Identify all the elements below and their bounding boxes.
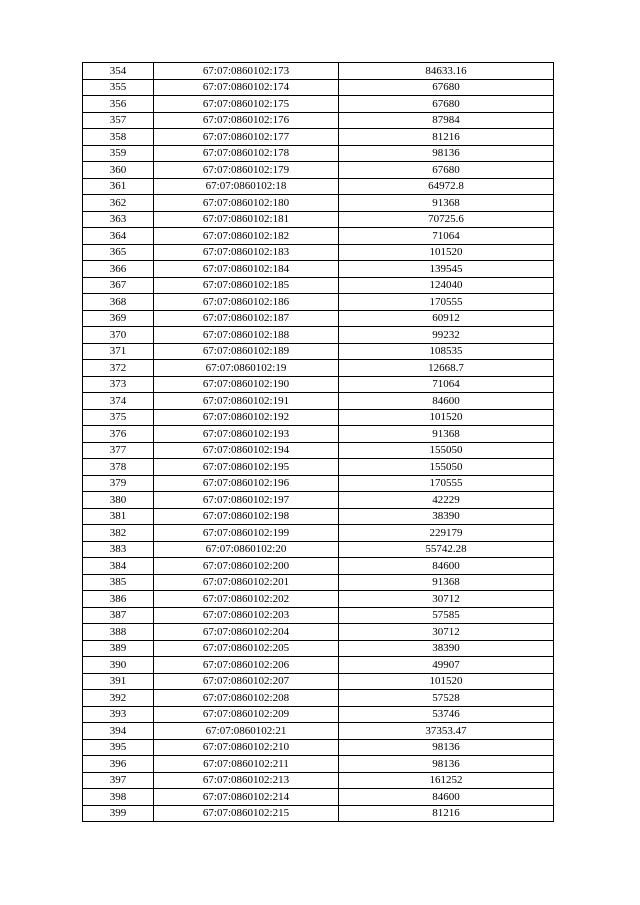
row-number-cell: 376 bbox=[83, 426, 154, 443]
table-row bbox=[83, 673, 554, 690]
row-number-cell: 370 bbox=[83, 327, 154, 344]
value-cell: 67680 bbox=[339, 162, 554, 179]
row-number-cell: 387 bbox=[83, 607, 154, 624]
table-row bbox=[83, 574, 554, 591]
value-cell: 71064 bbox=[339, 376, 554, 393]
value-cell: 81216 bbox=[339, 805, 554, 822]
table-row bbox=[83, 129, 554, 146]
value-cell: 87984 bbox=[339, 112, 554, 129]
row-number-cell: 384 bbox=[83, 558, 154, 575]
value-cell: 64972.8 bbox=[339, 178, 554, 195]
cadastral-number-cell: 67:07:0860102:192 bbox=[154, 409, 339, 426]
row-number-cell: 381 bbox=[83, 508, 154, 525]
cadastral-number-cell: 67:07:0860102:19 bbox=[154, 360, 339, 377]
value-cell: 91368 bbox=[339, 195, 554, 212]
table-row bbox=[83, 756, 554, 773]
table-row bbox=[83, 261, 554, 278]
table-row bbox=[83, 145, 554, 162]
cadastral-number-cell: 67:07:0860102:204 bbox=[154, 624, 339, 641]
value-cell: 84600 bbox=[339, 393, 554, 410]
value-cell: 98136 bbox=[339, 739, 554, 756]
value-cell: 84600 bbox=[339, 789, 554, 806]
row-number-cell: 365 bbox=[83, 244, 154, 261]
table-row bbox=[83, 640, 554, 657]
row-number-cell: 355 bbox=[83, 79, 154, 96]
row-number-cell: 371 bbox=[83, 343, 154, 360]
cadastral-number-cell: 67:07:0860102:186 bbox=[154, 294, 339, 311]
table-row bbox=[83, 607, 554, 624]
cadastral-number-cell: 67:07:0860102:199 bbox=[154, 525, 339, 542]
table-row bbox=[83, 459, 554, 476]
cadastral-number-cell: 67:07:0860102:201 bbox=[154, 574, 339, 591]
table-row bbox=[83, 112, 554, 129]
cadastral-number-cell: 67:07:0860102:194 bbox=[154, 442, 339, 459]
row-number-cell: 399 bbox=[83, 805, 154, 822]
row-number-cell: 364 bbox=[83, 228, 154, 245]
table-row bbox=[83, 805, 554, 822]
value-cell: 42229 bbox=[339, 492, 554, 509]
row-number-cell: 398 bbox=[83, 789, 154, 806]
cadastral-number-cell: 67:07:0860102:207 bbox=[154, 673, 339, 690]
row-number-cell: 392 bbox=[83, 690, 154, 707]
cadastral-number-cell: 67:07:0860102:175 bbox=[154, 96, 339, 113]
value-cell: 161252 bbox=[339, 772, 554, 789]
table-row bbox=[83, 228, 554, 245]
value-cell: 67680 bbox=[339, 79, 554, 96]
table-row bbox=[83, 508, 554, 525]
value-cell: 99232 bbox=[339, 327, 554, 344]
cadastral-number-cell: 67:07:0860102:195 bbox=[154, 459, 339, 476]
cadastral-number-cell: 67:07:0860102:20 bbox=[154, 541, 339, 558]
row-number-cell: 357 bbox=[83, 112, 154, 129]
cadastral-number-cell: 67:07:0860102:197 bbox=[154, 492, 339, 509]
value-cell: 229179 bbox=[339, 525, 554, 542]
cadastral-number-cell: 67:07:0860102:202 bbox=[154, 591, 339, 608]
row-number-cell: 386 bbox=[83, 591, 154, 608]
value-cell: 98136 bbox=[339, 756, 554, 773]
value-cell: 98136 bbox=[339, 145, 554, 162]
table-row bbox=[83, 723, 554, 740]
table-row bbox=[83, 195, 554, 212]
value-cell: 170555 bbox=[339, 294, 554, 311]
table-row bbox=[83, 442, 554, 459]
value-cell: 57585 bbox=[339, 607, 554, 624]
value-cell: 57528 bbox=[339, 690, 554, 707]
cadastral-number-cell: 67:07:0860102:181 bbox=[154, 211, 339, 228]
cadastral-number-cell: 67:07:0860102:208 bbox=[154, 690, 339, 707]
value-cell: 84633.16 bbox=[339, 63, 554, 80]
table-row bbox=[83, 162, 554, 179]
cadastral-number-cell: 67:07:0860102:178 bbox=[154, 145, 339, 162]
data-table bbox=[82, 62, 554, 822]
cadastral-number-cell: 67:07:0860102:206 bbox=[154, 657, 339, 674]
value-cell: 170555 bbox=[339, 475, 554, 492]
table-row bbox=[83, 79, 554, 96]
value-cell: 101520 bbox=[339, 673, 554, 690]
cadastral-number-cell: 67:07:0860102:174 bbox=[154, 79, 339, 96]
cadastral-number-cell: 67:07:0860102:210 bbox=[154, 739, 339, 756]
row-number-cell: 385 bbox=[83, 574, 154, 591]
table-row bbox=[83, 492, 554, 509]
row-number-cell: 366 bbox=[83, 261, 154, 278]
row-number-cell: 360 bbox=[83, 162, 154, 179]
table-row bbox=[83, 591, 554, 608]
table-row bbox=[83, 657, 554, 674]
table-row bbox=[83, 739, 554, 756]
row-number-cell: 388 bbox=[83, 624, 154, 641]
cadastral-number-cell: 67:07:0860102:180 bbox=[154, 195, 339, 212]
row-number-cell: 396 bbox=[83, 756, 154, 773]
cadastral-number-cell: 67:07:0860102:18 bbox=[154, 178, 339, 195]
row-number-cell: 354 bbox=[83, 63, 154, 80]
table-row bbox=[83, 360, 554, 377]
cadastral-number-cell: 67:07:0860102:188 bbox=[154, 327, 339, 344]
value-cell: 155050 bbox=[339, 442, 554, 459]
table-row bbox=[83, 327, 554, 344]
row-number-cell: 389 bbox=[83, 640, 154, 657]
value-cell: 38390 bbox=[339, 640, 554, 657]
value-cell: 70725.6 bbox=[339, 211, 554, 228]
table-row bbox=[83, 541, 554, 558]
value-cell: 30712 bbox=[339, 591, 554, 608]
table-row bbox=[83, 376, 554, 393]
row-number-cell: 382 bbox=[83, 525, 154, 542]
row-number-cell: 367 bbox=[83, 277, 154, 294]
value-cell: 108535 bbox=[339, 343, 554, 360]
table-row bbox=[83, 789, 554, 806]
value-cell: 71064 bbox=[339, 228, 554, 245]
value-cell: 49907 bbox=[339, 657, 554, 674]
cadastral-number-cell: 67:07:0860102:182 bbox=[154, 228, 339, 245]
row-number-cell: 393 bbox=[83, 706, 154, 723]
table-row bbox=[83, 211, 554, 228]
cadastral-number-cell: 67:07:0860102:209 bbox=[154, 706, 339, 723]
value-cell: 53746 bbox=[339, 706, 554, 723]
row-number-cell: 394 bbox=[83, 723, 154, 740]
table-row bbox=[83, 310, 554, 327]
table-row bbox=[83, 63, 554, 80]
cadastral-number-cell: 67:07:0860102:189 bbox=[154, 343, 339, 360]
value-cell: 139545 bbox=[339, 261, 554, 278]
table-row bbox=[83, 475, 554, 492]
cadastral-number-cell: 67:07:0860102:203 bbox=[154, 607, 339, 624]
value-cell: 84600 bbox=[339, 558, 554, 575]
row-number-cell: 377 bbox=[83, 442, 154, 459]
cadastral-number-cell: 67:07:0860102:184 bbox=[154, 261, 339, 278]
table-row bbox=[83, 426, 554, 443]
row-number-cell: 369 bbox=[83, 310, 154, 327]
cadastral-number-cell: 67:07:0860102:205 bbox=[154, 640, 339, 657]
row-number-cell: 395 bbox=[83, 739, 154, 756]
cadastral-number-cell: 67:07:0860102:21 bbox=[154, 723, 339, 740]
cadastral-number-cell: 67:07:0860102:185 bbox=[154, 277, 339, 294]
row-number-cell: 362 bbox=[83, 195, 154, 212]
cadastral-number-cell: 67:07:0860102:190 bbox=[154, 376, 339, 393]
cadastral-number-cell: 67:07:0860102:193 bbox=[154, 426, 339, 443]
table-row bbox=[83, 244, 554, 261]
value-cell: 91368 bbox=[339, 426, 554, 443]
value-cell: 55742.28 bbox=[339, 541, 554, 558]
table-row bbox=[83, 393, 554, 410]
row-number-cell: 397 bbox=[83, 772, 154, 789]
table-row bbox=[83, 178, 554, 195]
cadastral-number-cell: 67:07:0860102:187 bbox=[154, 310, 339, 327]
value-cell: 81216 bbox=[339, 129, 554, 146]
cadastral-number-cell: 67:07:0860102:214 bbox=[154, 789, 339, 806]
value-cell: 67680 bbox=[339, 96, 554, 113]
value-cell: 37353.47 bbox=[339, 723, 554, 740]
row-number-cell: 359 bbox=[83, 145, 154, 162]
cadastral-number-cell: 67:07:0860102:211 bbox=[154, 756, 339, 773]
row-number-cell: 390 bbox=[83, 657, 154, 674]
row-number-cell: 368 bbox=[83, 294, 154, 311]
table-row bbox=[83, 277, 554, 294]
table-row bbox=[83, 690, 554, 707]
row-number-cell: 363 bbox=[83, 211, 154, 228]
value-cell: 101520 bbox=[339, 409, 554, 426]
cadastral-number-cell: 67:07:0860102:198 bbox=[154, 508, 339, 525]
row-number-cell: 380 bbox=[83, 492, 154, 509]
cadastral-number-cell: 67:07:0860102:176 bbox=[154, 112, 339, 129]
row-number-cell: 375 bbox=[83, 409, 154, 426]
row-number-cell: 358 bbox=[83, 129, 154, 146]
value-cell: 101520 bbox=[339, 244, 554, 261]
row-number-cell: 372 bbox=[83, 360, 154, 377]
cadastral-number-cell: 67:07:0860102:173 bbox=[154, 63, 339, 80]
table-row bbox=[83, 525, 554, 542]
row-number-cell: 391 bbox=[83, 673, 154, 690]
value-cell: 91368 bbox=[339, 574, 554, 591]
value-cell: 60912 bbox=[339, 310, 554, 327]
row-number-cell: 383 bbox=[83, 541, 154, 558]
row-number-cell: 361 bbox=[83, 178, 154, 195]
value-cell: 30712 bbox=[339, 624, 554, 641]
table-body bbox=[83, 63, 554, 822]
table-row bbox=[83, 294, 554, 311]
cadastral-number-cell: 67:07:0860102:177 bbox=[154, 129, 339, 146]
table-row bbox=[83, 772, 554, 789]
value-cell: 124040 bbox=[339, 277, 554, 294]
table-row bbox=[83, 96, 554, 113]
cadastral-number-cell: 67:07:0860102:196 bbox=[154, 475, 339, 492]
table-row bbox=[83, 706, 554, 723]
row-number-cell: 356 bbox=[83, 96, 154, 113]
row-number-cell: 374 bbox=[83, 393, 154, 410]
cadastral-number-cell: 67:07:0860102:191 bbox=[154, 393, 339, 410]
value-cell: 12668.7 bbox=[339, 360, 554, 377]
value-cell: 155050 bbox=[339, 459, 554, 476]
cadastral-number-cell: 67:07:0860102:179 bbox=[154, 162, 339, 179]
cadastral-number-cell: 67:07:0860102:200 bbox=[154, 558, 339, 575]
row-number-cell: 378 bbox=[83, 459, 154, 476]
table-row bbox=[83, 558, 554, 575]
value-cell: 38390 bbox=[339, 508, 554, 525]
table-row bbox=[83, 343, 554, 360]
cadastral-number-cell: 67:07:0860102:213 bbox=[154, 772, 339, 789]
cadastral-number-cell: 67:07:0860102:183 bbox=[154, 244, 339, 261]
row-number-cell: 373 bbox=[83, 376, 154, 393]
table-row bbox=[83, 409, 554, 426]
table-row bbox=[83, 624, 554, 641]
cadastral-number-cell: 67:07:0860102:215 bbox=[154, 805, 339, 822]
row-number-cell: 379 bbox=[83, 475, 154, 492]
